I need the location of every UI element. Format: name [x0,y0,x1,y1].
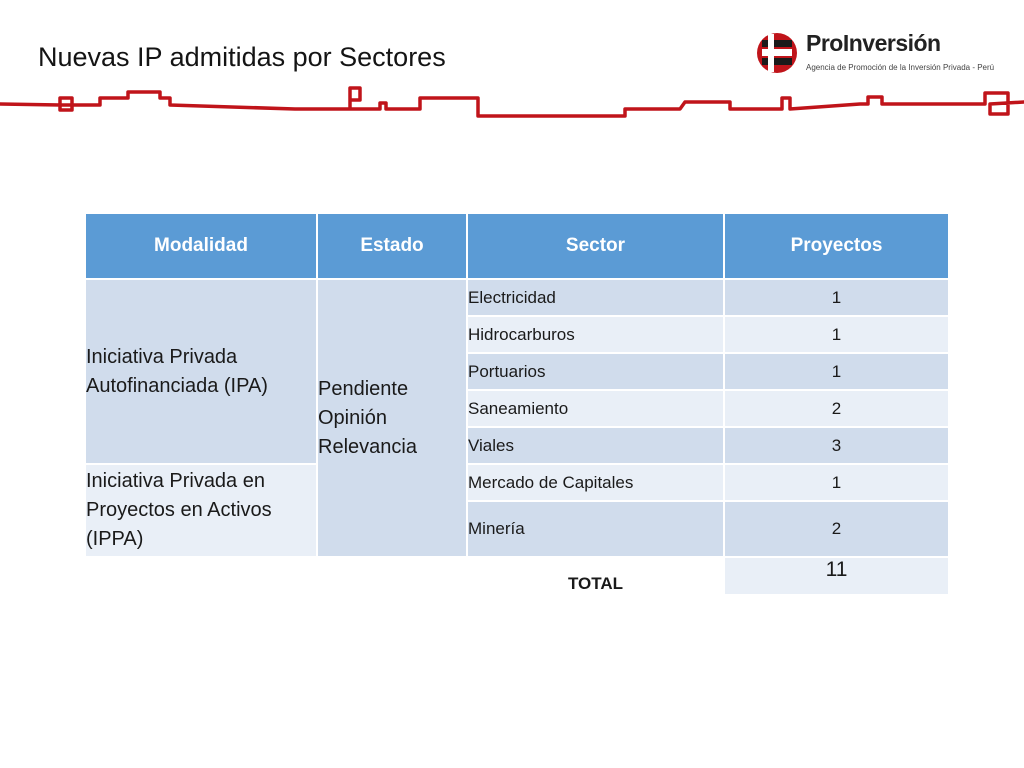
decorative-skyline-line [0,78,1024,128]
ip-sectors-table [84,212,950,596]
proyectos-cell: 2 [724,390,949,427]
logo-name: ProInversión [806,30,941,56]
modalidad-ipa: Iniciativa Privada Autofinanciada (IPA) [85,279,317,464]
header-estado: Estado [317,213,467,279]
sector-cell: Portuarios [467,353,724,390]
proyectos-cell: 3 [724,427,949,464]
proyectos-cell: 2 [724,501,949,557]
total-label: TOTAL [467,557,724,595]
proyectos-cell: 1 [724,316,949,353]
sector-cell: Viales [467,427,724,464]
sector-cell: Saneamiento [467,390,724,427]
estado-cell: Pendiente Opinión Relevancia [317,279,467,557]
proyectos-cell: 1 [724,353,949,390]
total-row [85,557,949,595]
sector-cell: Minería [467,501,724,557]
sector-cell: Electricidad [467,279,724,316]
proinversion-emblem-icon [754,30,800,76]
total-spacer [85,557,467,595]
header-modalidad: Modalidad [85,213,317,279]
total-value: 11 [724,557,949,595]
table-row [85,279,949,316]
page-title: Nuevas IP admitidas por Sectores [38,42,446,72]
table-header-row [85,213,949,279]
modalidad-ippa: Iniciativa Privada en Proyectos en Activos (IPPA) [85,464,317,557]
sector-cell: Mercado de Capitales [467,464,724,501]
proinversion-logo [754,30,995,78]
table-row [85,464,949,501]
proyectos-cell: 1 [724,279,949,316]
header-proyectos: Proyectos [724,213,949,279]
logo-tagline: Agencia de Promoción de la Inversión Privada - Perú [806,63,995,72]
sector-cell: Hidrocarburos [467,316,724,353]
proyectos-cell: 1 [724,464,949,501]
header-sector: Sector [467,213,724,279]
